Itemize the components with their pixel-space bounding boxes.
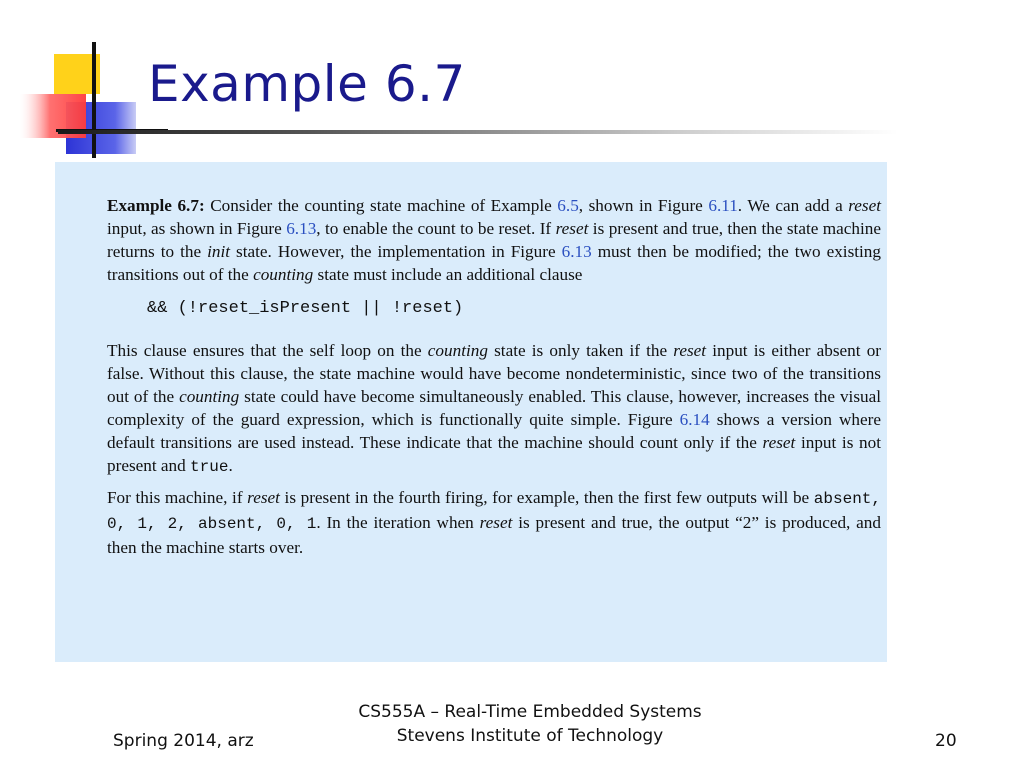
- text-span: For this machine, if: [107, 488, 248, 507]
- emphasis-term: counting: [427, 341, 488, 360]
- text-span: state is only taken if the: [487, 341, 674, 360]
- text-span: state must include an additional clause: [313, 265, 583, 284]
- text-span: . In the iteration when: [316, 513, 480, 532]
- emphasis-term: reset: [247, 488, 280, 507]
- text-span: Consider the counting state machine of Example: [204, 196, 558, 215]
- figure-reference: 6.11: [708, 196, 738, 215]
- example-lead: Example 6.7:: [107, 196, 205, 215]
- code-literal: absent, 0, 1, 2, absent, 0, 1: [107, 490, 881, 533]
- slide-title: Example 6.7: [148, 55, 466, 113]
- paragraph-2: [107, 339, 881, 479]
- title-underline: [58, 130, 898, 134]
- footer-date-author: Spring 2014, arz: [113, 731, 254, 751]
- emphasis-term: reset: [762, 433, 796, 452]
- text-span: input, as shown in Figure: [107, 219, 287, 238]
- emphasis-term: reset: [673, 341, 707, 360]
- code-clause: && (!reset_isPresent || !reset): [147, 299, 464, 318]
- text-span: state could have become simultaneously enabled. This clause, however, increases the visual complexity of the guard expression, which is functionally quite simple. Figure: [107, 387, 882, 429]
- text-span: input is not present and: [107, 433, 881, 475]
- footer-course-info: [310, 700, 750, 748]
- figure-reference: 6.13: [561, 242, 592, 261]
- paragraph-3: [107, 486, 881, 559]
- footer-institution: Stevens Institute of Technology: [396, 726, 664, 746]
- text-span: shows a version where default transitions are used instead. These indicate that the machine should count only if the: [107, 410, 881, 452]
- figure-reference: 6.5: [557, 196, 579, 215]
- text-span: state. However, the implementation in Figure: [230, 242, 562, 261]
- text-span: is present and true, the output “2” is produced, and then the machine starts over.: [107, 513, 881, 557]
- text-span: input is either absent or false. Without this clause, the state machine would have become nondeterministic, since two of the transitions out of the: [107, 341, 882, 406]
- text-span: This clause ensures that the self loop on the: [107, 341, 428, 360]
- emphasis-term: reset: [555, 219, 589, 238]
- footer-course-title: CS555A – Real-Time Embedded Systems: [358, 702, 702, 722]
- example-text-panel: [55, 162, 887, 662]
- emphasis-term: counting: [253, 265, 314, 284]
- colored-squares-logo-icon: [18, 40, 168, 165]
- figure-reference: 6.14: [679, 410, 710, 429]
- figure-reference: 6.13: [286, 219, 317, 238]
- text-span: . We can add a: [737, 196, 849, 215]
- text-span: must then be modified; the two existing transitions out of the: [107, 242, 881, 284]
- paragraph-1: [107, 194, 881, 286]
- emphasis-term: counting: [179, 387, 240, 406]
- code-literal: true: [190, 458, 229, 476]
- emphasis-term: reset: [848, 196, 882, 215]
- text-span: , to enable the count to be reset. If: [316, 219, 556, 238]
- emphasis-term: reset: [479, 513, 513, 532]
- text-span: .: [228, 456, 233, 475]
- text-span: is present in the fourth firing, for example, then the first few outputs will be: [279, 488, 814, 507]
- text-span: , shown in Figure: [578, 196, 709, 215]
- slide-page-number: 20: [935, 731, 957, 751]
- emphasis-term: init: [207, 242, 231, 261]
- text-span: is present and true, then the state machine returns to the: [107, 219, 882, 261]
